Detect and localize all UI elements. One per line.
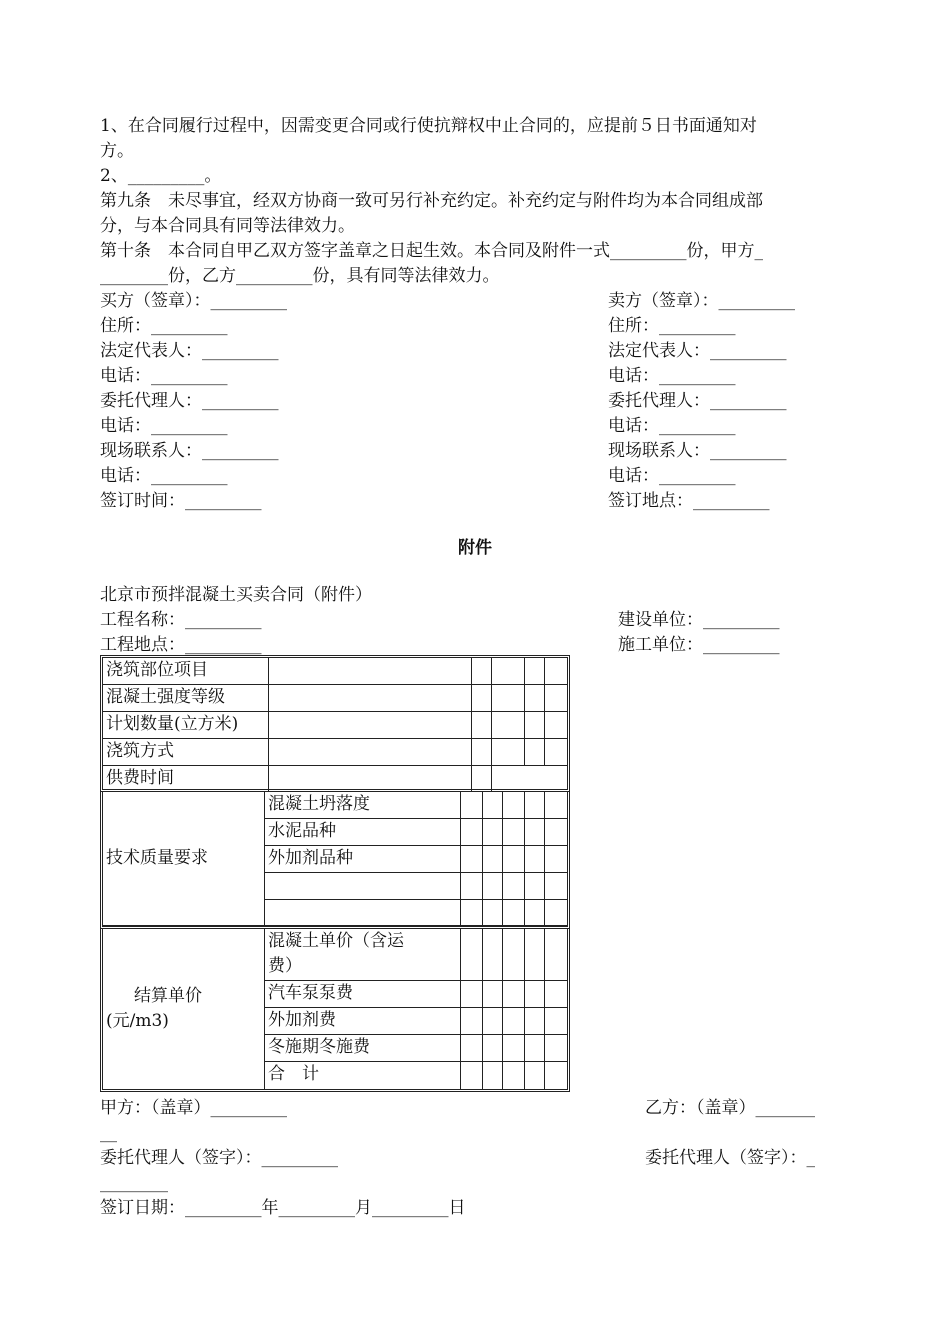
table-cell — [525, 929, 545, 981]
party-a-seal: 甲方：（盖章）_________ — [100, 1098, 287, 1118]
seller-phone: 电话：_________ — [608, 366, 736, 386]
table-row-label: 混凝土强度等级 — [103, 685, 269, 712]
buyer-phone: 电话：_________ — [100, 366, 228, 386]
table-cell — [525, 981, 545, 1008]
price-item: 外加剂费 — [265, 1008, 461, 1035]
buyer-legal-rep: 法定代表人：_________ — [100, 341, 279, 361]
party-b-seal: 乙方：（盖章）_______ — [645, 1098, 815, 1118]
party-b-agent: 委托代理人（签字）：_ — [645, 1148, 815, 1168]
table-cell — [492, 712, 525, 739]
seller-legal-rep: 法定代表人：_________ — [608, 341, 787, 361]
table-cell — [483, 1008, 503, 1035]
table-cell — [461, 1035, 483, 1062]
table-cell — [472, 766, 492, 792]
price-item-concrete-line1: 混凝土单价（含运 — [268, 931, 404, 951]
table-cell — [525, 712, 545, 739]
price-item-concrete — [265, 929, 461, 981]
seller-agent: 委托代理人：_________ — [608, 391, 787, 411]
table-cell — [461, 981, 483, 1008]
table-cell — [483, 981, 503, 1008]
sign-date: 签订日期：_________年_________月_________日 — [100, 1198, 466, 1218]
buyer-seal: 买方（签章）：_________ — [100, 291, 287, 311]
table-cell — [483, 1035, 503, 1062]
table-cell — [545, 981, 567, 1008]
sign-place: 签订地点：_________ — [608, 491, 770, 511]
seller-address: 住所：_________ — [608, 316, 736, 336]
table-cell — [525, 739, 545, 766]
table-cell — [269, 766, 472, 792]
table-cell — [483, 819, 503, 846]
table-cell — [503, 846, 525, 873]
table-cell — [269, 712, 472, 739]
table-cell — [503, 929, 525, 981]
buyer-site-contact: 现场联系人：_________ — [100, 441, 279, 461]
table-cell — [461, 819, 483, 846]
seller-agent-phone: 电话：_________ — [608, 416, 736, 436]
table-cell — [503, 1035, 525, 1062]
table-row-label: 计划数量(立方米) — [103, 712, 269, 739]
table-cell — [545, 846, 567, 873]
table-cell — [545, 1062, 567, 1089]
table-cell — [503, 819, 525, 846]
annex-title: 北京市预拌混凝土买卖合同（附件） — [100, 585, 372, 605]
table-cell — [545, 792, 567, 819]
quality-item — [265, 873, 461, 900]
table-cell — [545, 658, 567, 685]
table-cell — [545, 685, 567, 712]
clause-item1-cont: 方。 — [100, 141, 134, 161]
table-cell — [545, 1008, 567, 1035]
table-cell — [492, 739, 525, 766]
clause-item1: 1、在合同履行过程中，因需变更合同或行使抗辩权中止合同的，应提前５日书面通知对 — [100, 116, 757, 136]
table-cell — [492, 658, 525, 685]
table-cell — [525, 792, 545, 819]
table-cell — [545, 712, 567, 739]
annex-table-basic — [100, 655, 570, 792]
table-cell — [483, 873, 503, 900]
quality-item: 外加剂品种 — [265, 846, 461, 873]
seller-seal: 卖方（签章）：_________ — [608, 291, 795, 311]
table-cell — [483, 900, 503, 926]
annex-table-price — [100, 929, 570, 1092]
article-9-cont: 分，与本合同具有同等法律效力。 — [100, 216, 355, 236]
buyer-contact-phone: 电话：_________ — [100, 466, 228, 486]
quality-item: 混凝土坍落度 — [265, 792, 461, 819]
article-10: 第十条 本合同自甲乙双方签字盖章之日起生效。本合同及附件一式_________份，甲方_ — [100, 241, 763, 261]
price-label-line2: (元/m3) — [106, 1011, 169, 1031]
table-cell — [461, 900, 483, 926]
table-cell — [461, 1008, 483, 1035]
table-cell — [525, 658, 545, 685]
table-cell — [503, 1062, 525, 1089]
article-10-cont: ________份，乙方_________份，具有同等法律效力。 — [100, 266, 500, 286]
buyer-agent-phone: 电话：_________ — [100, 416, 228, 436]
table-cell — [483, 929, 503, 981]
builder-unit: 施工单位：_________ — [618, 635, 780, 655]
table-row-label: 供费时间 — [103, 766, 269, 792]
project-name: 工程名称：_________ — [100, 610, 262, 630]
party-a-agent: 委托代理人（签字）：_________ — [100, 1148, 338, 1168]
price-item-concrete-line2: 费） — [268, 956, 302, 976]
table-cell — [525, 873, 545, 900]
table-cell — [483, 846, 503, 873]
table-cell — [269, 658, 472, 685]
table-cell — [492, 685, 525, 712]
table-cell — [503, 981, 525, 1008]
table-cell — [545, 819, 567, 846]
table-cell — [545, 1035, 567, 1062]
table-cell — [461, 846, 483, 873]
table-cell — [545, 739, 567, 766]
table-cell — [525, 819, 545, 846]
annex-table-quality — [100, 792, 570, 929]
table-cell — [269, 739, 472, 766]
buyer-agent: 委托代理人：_________ — [100, 391, 279, 411]
quality-label — [103, 792, 265, 926]
table-cell — [525, 1008, 545, 1035]
table-row-label: 浇筑方式 — [103, 739, 269, 766]
table-cell — [503, 1008, 525, 1035]
quality-item: 水泥品种 — [265, 819, 461, 846]
price-item: 汽车泵泵费 — [265, 981, 461, 1008]
project-site: 工程地点：_________ — [100, 635, 262, 655]
annex-heading: 附件 — [458, 538, 492, 558]
table-cell — [503, 873, 525, 900]
table-cell — [525, 846, 545, 873]
party-b-agent-wrap: ________ — [100, 1173, 168, 1193]
table-cell — [525, 685, 545, 712]
quality-item — [265, 900, 461, 926]
sign-time: 签订时间：_________ — [100, 491, 262, 511]
table-cell — [472, 685, 492, 712]
table-cell — [503, 900, 525, 926]
table-cell — [545, 873, 567, 900]
table-cell — [525, 1035, 545, 1062]
table-cell — [461, 1062, 483, 1089]
quality-label-text: 技术质量要求 — [106, 848, 208, 868]
article-9: 第九条 未尽事宜，经双方协商一致可另行补充约定。补充约定与附件均为本合同组成部 — [100, 191, 763, 211]
table-cell — [461, 873, 483, 900]
table-cell — [483, 792, 503, 819]
seller-site-contact: 现场联系人：_________ — [608, 441, 787, 461]
clause-item2: 2、_________。 — [100, 166, 222, 186]
table-cell — [483, 1062, 503, 1089]
table-cell — [492, 766, 567, 792]
seller-contact-phone: 电话：_________ — [608, 466, 736, 486]
table-cell — [545, 929, 567, 981]
table-cell — [472, 658, 492, 685]
price-label — [103, 929, 265, 1089]
construction-unit: 建设单位：_________ — [618, 610, 780, 630]
price-item-total: 合 计 — [265, 1062, 461, 1089]
table-cell — [461, 929, 483, 981]
table-cell — [472, 712, 492, 739]
price-label-line1: 结算单价 — [134, 986, 202, 1006]
table-row-label: 浇筑部位项目 — [103, 658, 269, 685]
table-cell — [503, 792, 525, 819]
buyer-address: 住所：_________ — [100, 316, 228, 336]
table-cell — [525, 900, 545, 926]
table-cell — [545, 900, 567, 926]
party-b-seal-wrap: __ — [100, 1123, 117, 1143]
table-cell — [472, 739, 492, 766]
table-cell — [525, 1062, 545, 1089]
price-item: 冬施期冬施费 — [265, 1035, 461, 1062]
table-cell — [461, 792, 483, 819]
table-cell — [269, 685, 472, 712]
